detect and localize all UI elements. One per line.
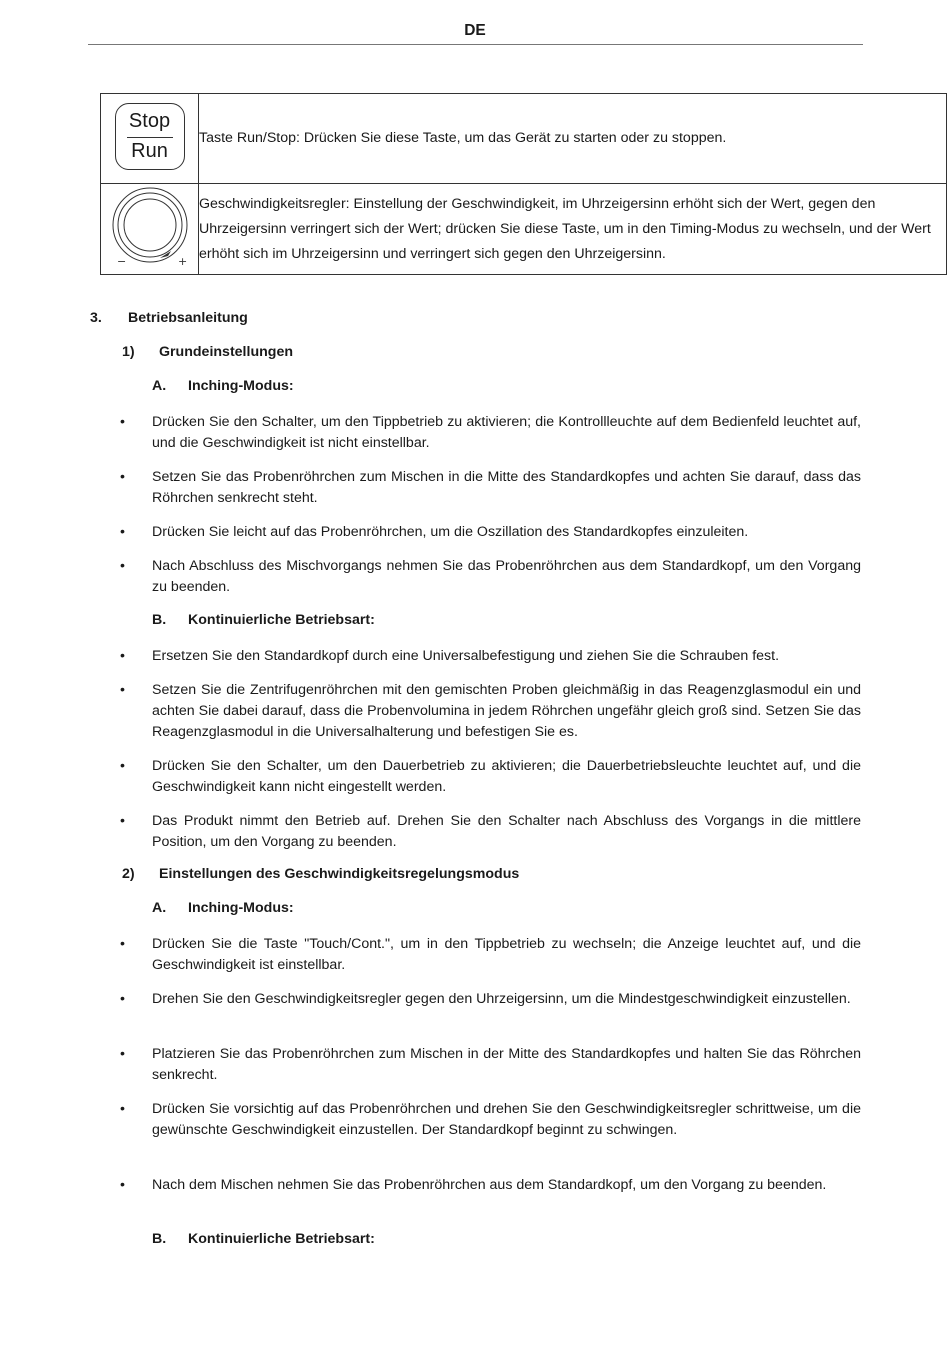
list-item: • Setzen Sie das Probenröhrchen zum Mischen in die Mitte des Standardkopfes und achten Sie darauf, dass das Röhrchen senkrecht steht. [120,469,861,506]
run-label: Run [131,140,168,162]
list-item: • Drücken Sie den Schalter, um den Tippbetrieb zu aktivieren; die Kontrollleuchte auf dem Bedienfeld leuchtet auf, und die Geschwindigkeit ist nicht einstellbar. [120,414,861,451]
controls-row-speed-knob [101,184,947,275]
list-item: • Platzieren Sie das Probenröhrchen zum Mischen in der Mitte des Standardkopfes und halten Sie das Röhrchen senkrecht. [120,1046,861,1083]
knob-plus: + [177,255,187,268]
controls-row-run-stop [101,94,947,184]
list-item: • Setzen Sie die Zentrifugenröhrchen mit den gemischten Proben gleichmäßig in das Reagenzglasmodul ein und achten Sie dabei darauf, dass die Probenvolumina in jedem Röhrchen ungefähr gleich groß sind. Setzen Sie das Reagenzglasmodul in die Universalhalterung und befestigen Sie es. [120,682,861,740]
run-stop-description: Taste Run/Stop: Drücken Sie diese Taste, um das Gerät zu starten oder zu stoppen. [199,94,947,184]
list-item: • Das Produkt nimmt den Betrieb auf. Drehen Sie den Schalter nach Abschluss des Vorgangs in die mittlere Position, um den Vorgang zu beenden. [120,813,861,850]
list-item: • Nach dem Mischen nehmen Sie das Probenröhrchen aus dem Standardkopf, um den Vorgang zu beenden. [120,1177,827,1193]
header-divider [88,44,863,45]
stop-label: Stop [128,110,171,132]
list-item: • Drücken Sie vorsichtig auf das Probenröhrchen und drehen Sie den Geschwindigkeitsregler schrittweise, um die gewünschte Geschwindigkeit einzustellen. Der Standardkopf beginnt zu schwingen. [120,1101,861,1138]
list-item: • Nach Abschluss des Mischvorgangs nehmen Sie das Probenröhrchen aus dem Standardkopf, um den Vorgang zu beenden. [120,558,861,595]
controls-table [100,93,947,275]
speed-knob-icon [108,185,192,269]
stop-run-button-icon [115,103,185,170]
speed-knob-description: Geschwindigkeitsregler: Einstellung der Geschwindigkeit, im Uhrzeigersinn erhöht sich der Wert, gegen den Uhrzeigersinn verringert sich der Wert; drücken Sie diese Taste, um in den Timing-Modus zu wechseln, und der Wert erhöht sich im Uhrzeigersinn und verringert sich gegen den Uhrzeigersinn. [199,184,947,275]
list-item: • Ersetzen Sie den Standardkopf durch eine Universalbefestigung und ziehen Sie die Schrauben fest. [120,648,780,664]
list-item: • Drücken Sie die Taste "Touch/Cont.", um in den Tippbetrieb zu wechseln; die Anzeige leuchtet auf, und die Geschwindigkeit ist einstellbar. [120,936,861,973]
knob-minus: − [116,255,126,268]
list-item: • Drücken Sie leicht auf das Probenröhrchen, um die Oszillation des Standardkopfes einzuleiten. [120,524,749,540]
page-language-label: DE [464,22,486,39]
list-item: • Drücken Sie den Schalter, um den Dauerbetrieb zu aktivieren; die Dauerbetriebsleuchte leuchtet auf, und die Geschwindigkeit kann nicht eingestellt werden. [120,758,861,795]
list-item: • Drehen Sie den Geschwindigkeitsregler gegen den Uhrzeigersinn, um die Mindestgeschwindigkeit einzustellen. [120,991,851,1007]
